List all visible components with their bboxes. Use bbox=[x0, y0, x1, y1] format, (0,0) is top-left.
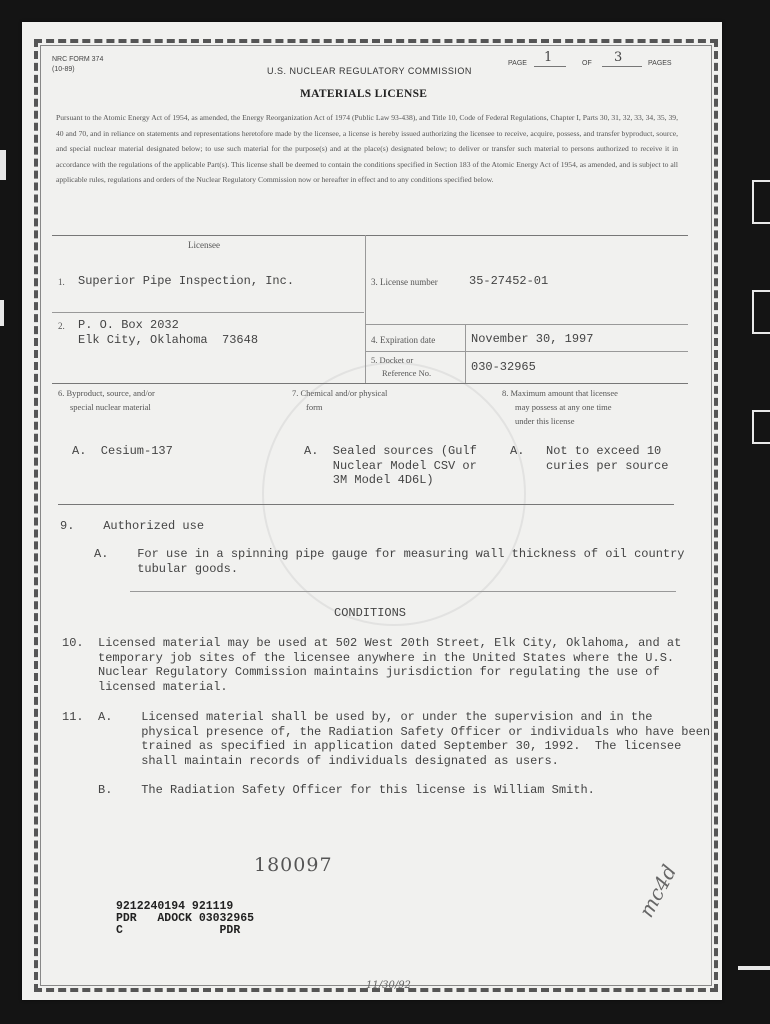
license-number-value: 35-27452-01 bbox=[469, 274, 549, 288]
licensee-name: Superior Pipe Inspection, Inc. bbox=[78, 274, 295, 288]
licensee-address-line1: P. O. Box 2032 bbox=[78, 318, 179, 332]
scan-artifact bbox=[752, 290, 770, 334]
preamble-text: Pursuant to the Atomic Energy Act of 1954, as amended, the Energy Reorganization Act of 1974 (Public Law 93-438), and Title 10, Code of Federal Regulations, Chapter I, Parts 30, 31, 32, 33, 34, 35, 39, 40 and 70, and in reliance on statements and representations heretofore made by the licensee, a license is hereby issued authorizing the licensee to receive, acquire, possess, and transfer byproduct, source, and special nuclear material designated below; to use such material for the purpose(s) and at the place(s) designated below; to deliver or transfer such material to persons authorized to receive it in accordance with the regulations of the applicable Part(s). This license shall be deemed to contain the conditions specified in Section 183 of the Atomic Energy Act of 1954, as amended, and is subject to all applicable rules, regulations and orders of the Nuclear Regulatory Commission now or hereafter in effect and to any conditions specified below. bbox=[56, 113, 678, 184]
scan-artifact bbox=[752, 180, 770, 224]
divider bbox=[365, 324, 688, 325]
docket-label-line2: Reference No. bbox=[382, 368, 432, 378]
col8-label-line1: 8. Maximum amount that licensee bbox=[502, 388, 618, 398]
divider bbox=[130, 591, 676, 592]
docket-label-line1: 5. Docket or bbox=[371, 355, 414, 365]
item2-number: 2. bbox=[58, 321, 65, 331]
col6-label-line1: 6. Byproduct, source, and/or bbox=[58, 388, 155, 398]
divider bbox=[52, 235, 688, 236]
divider bbox=[365, 235, 366, 383]
page-label: PAGE bbox=[508, 60, 527, 67]
licensee-header: Licensee bbox=[188, 240, 220, 250]
material-a-amount: A. Not to exceed 10 curies per source bbox=[510, 444, 669, 473]
agency-name: U.S. NUCLEAR REGULATORY COMMISSION bbox=[267, 66, 472, 76]
expiration-date-value: November 30, 1997 bbox=[471, 332, 594, 346]
form-date: (10-89) bbox=[52, 66, 75, 73]
conditions-header: CONDITIONS bbox=[334, 606, 407, 620]
condition-10: 10. Licensed material may be used at 502 West 20th Street, Elk City, Oklahoma, and at temporary job sites of the licensee anywhere in the United States where the U.S. Nuclear Regulatory Commission maintains jurisdiction for regulating the use of licensed material. bbox=[62, 636, 682, 694]
divider bbox=[58, 504, 674, 505]
condition-11a: 11. A. Licensed material shall be used by, or under the supervision and in the physical presence of, the Radiation Safety Officer or individuals who have been trained as specified in application dated September 30, 1992. The licensee shall maintain records of individuals designated as users. bbox=[62, 710, 711, 768]
scan-artifact bbox=[0, 150, 6, 180]
pdr-stamp-line2: PDR ADOCK 03032965 bbox=[116, 912, 255, 925]
item1-number: 1. bbox=[58, 277, 65, 287]
material-a-isotope: A. Cesium-137 bbox=[72, 444, 173, 458]
divider bbox=[465, 324, 466, 383]
document-title: MATERIALS LICENSE bbox=[300, 88, 428, 100]
item9-authorized-use: 9. Authorized use bbox=[60, 519, 205, 533]
col8-label-line2: may possess at any one time bbox=[515, 402, 612, 412]
scan-artifact bbox=[0, 300, 4, 326]
scan-artifact bbox=[752, 410, 770, 444]
scan-artifact bbox=[738, 966, 770, 970]
pdr-stamp-line1: 9212240194 921119 bbox=[116, 900, 234, 913]
expiration-date-label: 4. Expiration date bbox=[371, 335, 436, 345]
handwritten-initials: mc4d bbox=[634, 860, 682, 922]
license-document bbox=[22, 22, 722, 1000]
page-current: 1 bbox=[544, 50, 553, 65]
nrc-seal-watermark bbox=[262, 362, 526, 626]
divider bbox=[365, 351, 688, 352]
licensee-address-line2: Elk City, Oklahoma 73648 bbox=[78, 333, 259, 347]
page-current-line bbox=[534, 66, 566, 67]
page-total-line bbox=[602, 66, 642, 67]
material-a-form: A. Sealed sources (Gulf Nuclear Model CSV or 3M Model 4D6L) bbox=[304, 444, 477, 487]
license-number-label: 3. License number bbox=[371, 277, 438, 287]
col8-label-line3: under this license bbox=[515, 416, 575, 426]
page-of-label: OF bbox=[582, 60, 592, 67]
handwritten-date: 11/30/92 bbox=[366, 980, 411, 991]
pdr-stamp-line3: C PDR bbox=[116, 924, 241, 937]
control-number-stamp: 180097 bbox=[254, 854, 333, 876]
col7-label-line1: 7. Chemical and/or physical bbox=[292, 388, 388, 398]
page-total: 3 bbox=[614, 50, 623, 65]
form-number: NRC FORM 374 bbox=[52, 56, 104, 63]
condition-11b: B. The Radiation Safety Officer for this license is William Smith. bbox=[62, 783, 595, 797]
item9a-use-description: A. For use in a spinning pipe gauge for measuring wall thickness of oil country tubular goods. bbox=[94, 547, 685, 576]
col6-label-line2: special nuclear material bbox=[70, 402, 151, 412]
divider bbox=[52, 383, 688, 384]
divider bbox=[52, 312, 364, 313]
docket-number-value: 030-32965 bbox=[471, 360, 536, 374]
pages-label: PAGES bbox=[648, 60, 672, 67]
col7-label-line2: form bbox=[306, 402, 323, 412]
